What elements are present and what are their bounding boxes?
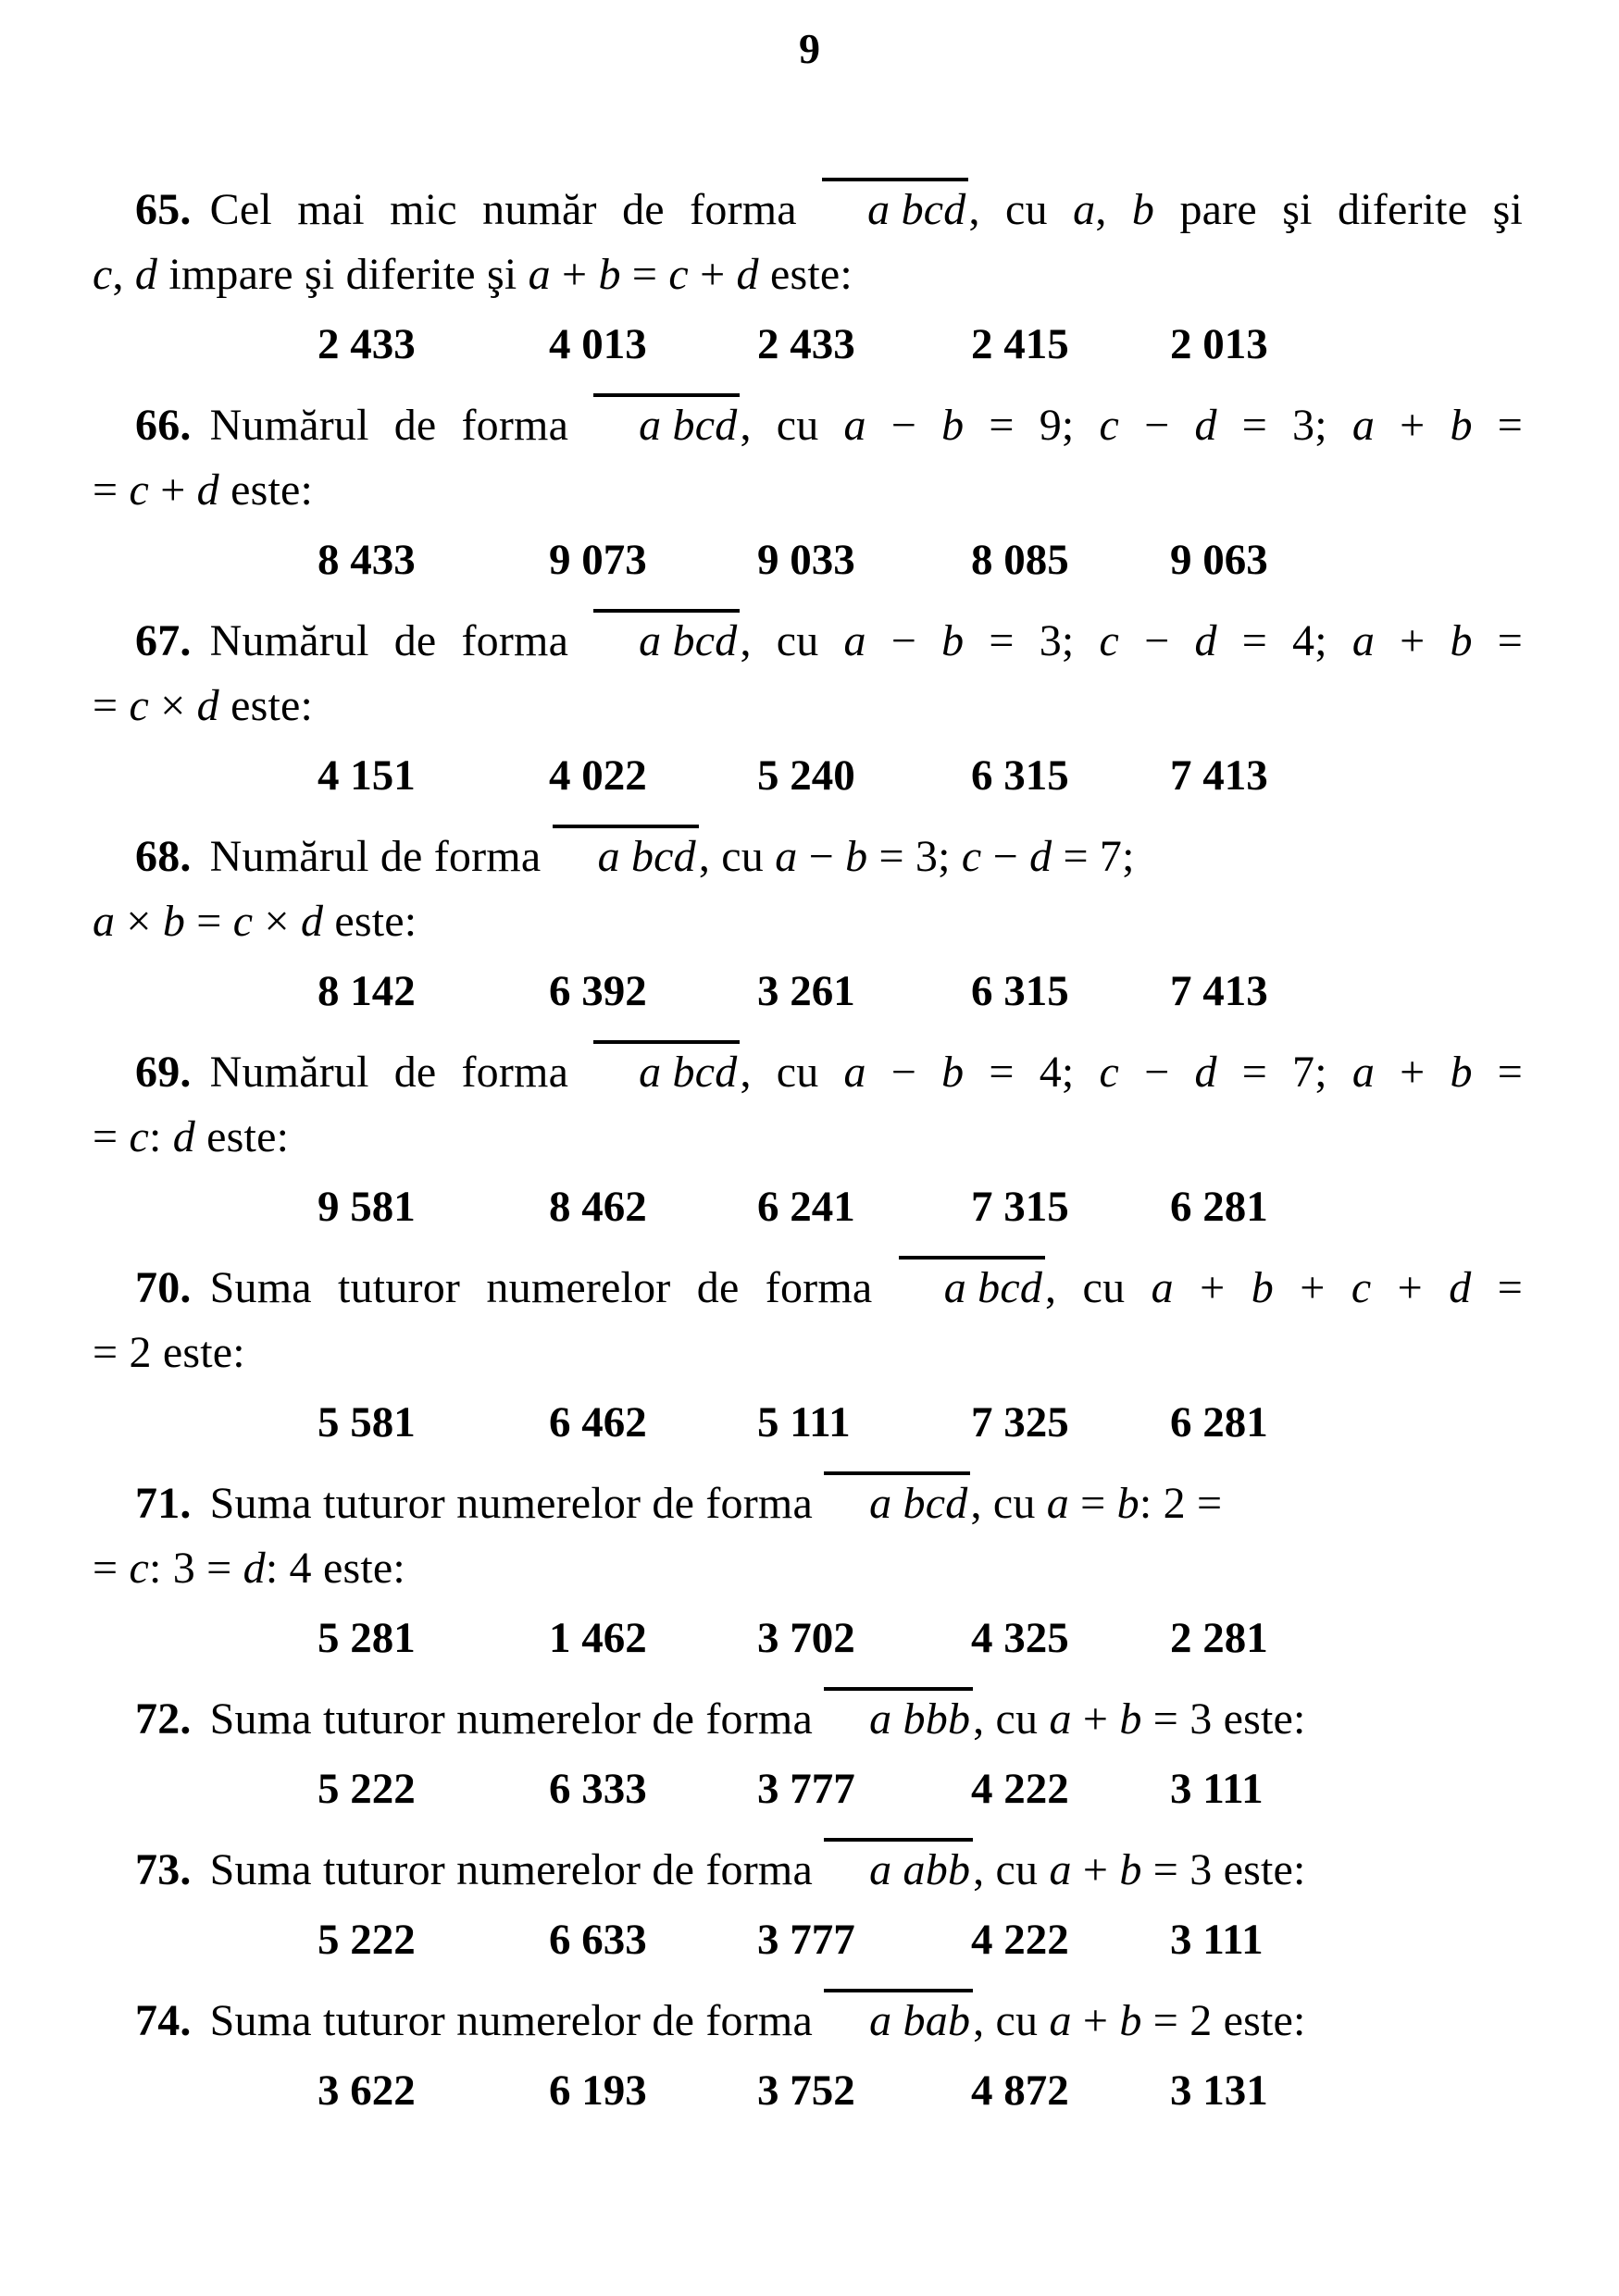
answer-option: 5 111 [757, 1398, 851, 1446]
problem-statement [93, 609, 1523, 738]
problem-statement-line [93, 825, 1523, 889]
answer-option: 9 581 [318, 1183, 416, 1231]
answer-option: 8 433 [318, 536, 416, 584]
problem-statement-line [93, 393, 1523, 458]
problem-number: 65. [135, 185, 192, 234]
problem-number: 73. [135, 1845, 192, 1894]
text-segment: + [1371, 1263, 1450, 1312]
problem-number: 66. [135, 401, 192, 450]
problem-number: 68. [135, 832, 192, 881]
answer-option: 7 325 [971, 1398, 1069, 1446]
answer-option: 4 022 [549, 751, 647, 800]
text-segment: b [845, 832, 868, 881]
text-segment: + [1375, 1048, 1451, 1097]
text-segment: c [93, 250, 113, 299]
text-segment: b [1450, 401, 1473, 450]
answer-option: 7 413 [1170, 751, 1268, 800]
overlined-number-form: a bab [824, 1989, 973, 2046]
answer-option: 3 777 [757, 1916, 855, 1964]
answer-option: 4 222 [971, 1916, 1069, 1964]
text-segment: = 7; [1216, 1048, 1352, 1097]
answer-option: 6 315 [971, 967, 1069, 1015]
text-segment: d [1194, 401, 1217, 450]
answer-option: 7 315 [971, 1183, 1069, 1231]
text-segment: = 9; [964, 401, 1100, 450]
text-segment: d [172, 1112, 195, 1161]
problem-number: 74. [135, 1996, 192, 2045]
text-segment: + [550, 250, 599, 299]
text-segment: + [688, 250, 737, 299]
answer-option: 6 241 [757, 1183, 855, 1231]
problem-66 [93, 393, 1523, 592]
text-segment: + [1071, 1845, 1120, 1894]
text-segment: = 4; [964, 1048, 1100, 1097]
text-segment: c [129, 681, 149, 730]
problem-number: 69. [135, 1048, 192, 1097]
text-segment: b [941, 1048, 965, 1097]
text-segment: este: [218, 465, 314, 515]
answer-row [93, 959, 1523, 1024]
overlined-number-form: a bcd [593, 1040, 740, 1098]
answer-row [93, 1606, 1523, 1670]
text-segment: b [1119, 1694, 1142, 1744]
answer-option: 3 777 [757, 1765, 855, 1813]
answer-option: 4 151 [318, 751, 416, 800]
text-segment: d [134, 250, 158, 299]
problem-statement-line [93, 242, 1523, 307]
text-segment: a [93, 897, 116, 946]
text-segment: = [1472, 1048, 1524, 1097]
answer-row [93, 1756, 1523, 1821]
text-segment: a [1049, 1996, 1072, 2045]
overlined-number-form: a bbb [824, 1687, 973, 1744]
problem-74 [93, 1989, 1523, 2123]
text-segment: Suma tuturor numerelor de forma [209, 1479, 825, 1528]
text-segment: Suma tuturor numerelor de forma [209, 1996, 825, 2045]
problem-number: 70. [135, 1263, 192, 1312]
problem-72 [93, 1687, 1523, 1821]
text-segment: d [1449, 1263, 1472, 1312]
answer-option: 6 193 [549, 2066, 647, 2115]
text-segment: este: [758, 250, 853, 299]
text-segment: Numărul de forma [209, 616, 594, 665]
answer-option: 6 633 [549, 1916, 647, 1964]
answer-option: 6 392 [549, 967, 647, 1015]
text-segment: = [620, 250, 669, 299]
problem-statement [93, 393, 1523, 523]
answer-option: 3 111 [1170, 1916, 1264, 1964]
problem-statement [93, 825, 1523, 954]
text-segment: b [941, 401, 965, 450]
answer-option: 6 315 [971, 751, 1069, 800]
text-segment: = [93, 681, 130, 730]
answer-option: 9 073 [549, 536, 647, 584]
text-segment: Cel mai mic număr de forma [209, 185, 823, 234]
text-segment: = [1472, 401, 1524, 450]
page-number: 9 [799, 25, 820, 72]
problems [93, 178, 1523, 2140]
text-segment: = 7; [1052, 832, 1135, 881]
text-segment: = [1472, 616, 1524, 665]
text-segment: + [149, 465, 197, 515]
text-segment: a [843, 1048, 866, 1097]
answer-row [93, 2058, 1523, 2123]
answer-option: 2 281 [1170, 1614, 1268, 1662]
problem-statement-line [93, 1838, 1523, 1903]
problem-statement [93, 1687, 1523, 1752]
text-segment: b [941, 616, 965, 665]
text-segment: : 4 este: [265, 1544, 405, 1593]
answer-option: 6 281 [1170, 1183, 1268, 1231]
problem-statement-line [93, 674, 1523, 738]
problem-statement [93, 1256, 1523, 1385]
answer-option: 8 462 [549, 1183, 647, 1231]
problem-statement [93, 178, 1523, 307]
text-segment: , cu [740, 401, 844, 450]
text-segment: este: [218, 681, 314, 730]
text-segment: = [93, 465, 130, 515]
answer-option: 3 111 [1170, 1765, 1264, 1813]
problem-statement-line [93, 1536, 1523, 1601]
text-segment: : 3 = [149, 1544, 243, 1593]
text-segment: d [1029, 832, 1052, 881]
text-segment: : 2 = [1139, 1479, 1223, 1528]
problem-statement [93, 1471, 1523, 1601]
answer-option: 5 240 [757, 751, 855, 800]
text-segment: Numărul de forma [209, 1048, 594, 1097]
answer-option: 4 013 [549, 320, 647, 368]
text-segment: a [528, 250, 551, 299]
text-segment: este: [194, 1112, 290, 1161]
text-segment: = 3 este: [1141, 1694, 1306, 1744]
text-segment: = [93, 1544, 130, 1593]
answer-option: 9 033 [757, 536, 855, 584]
problem-statement-line [93, 1256, 1523, 1321]
text-segment: , cu [973, 1694, 1050, 1744]
answer-option: 2 415 [971, 320, 1069, 368]
answer-option: 4 325 [971, 1614, 1069, 1662]
text-segment: a [1151, 1263, 1174, 1312]
text-segment: a [1049, 1845, 1072, 1894]
answer-row [93, 312, 1523, 377]
text-segment: Suma tuturor numerelor de forma [209, 1694, 825, 1744]
text-segment: , [1095, 185, 1132, 234]
text-segment: a [843, 401, 866, 450]
problem-68 [93, 825, 1523, 1024]
problem-69 [93, 1040, 1523, 1239]
overlined-number-form: a bcd [593, 609, 740, 666]
answer-option: 8 142 [318, 967, 416, 1015]
text-segment: c [129, 1112, 149, 1161]
text-segment: − [1119, 1048, 1195, 1097]
text-segment: d [1194, 1048, 1217, 1097]
answer-option: 3 261 [757, 967, 855, 1015]
text-segment: impare şi diferite şi [157, 250, 529, 299]
text-segment: b [1251, 1263, 1274, 1312]
text-segment: + [1173, 1263, 1252, 1312]
text-segment: = 3; [867, 832, 962, 881]
text-segment: b [1450, 616, 1473, 665]
text-segment: = 2 este: [93, 1328, 245, 1377]
text-segment: × [253, 897, 301, 946]
text-segment: c [1099, 401, 1120, 450]
text-segment: , cu [973, 1996, 1050, 2045]
text-segment: b [598, 250, 621, 299]
problem-73 [93, 1838, 1523, 1972]
text-segment: pare şi diferite şi [1154, 185, 1523, 234]
text-segment: , [112, 250, 135, 299]
text-segment: d [300, 897, 324, 946]
text-segment: b [1116, 1479, 1140, 1528]
text-segment: , cu [968, 185, 1074, 234]
answer-option: 3 752 [757, 2066, 855, 2115]
overlined-number-form: a bcd [899, 1256, 1045, 1313]
answer-option: 2 433 [757, 320, 855, 368]
text-segment: d [243, 1544, 266, 1593]
problem-number: 67. [135, 616, 192, 665]
text-segment: , cu [740, 1048, 844, 1097]
text-segment: − [1119, 401, 1195, 450]
text-segment: × [149, 681, 197, 730]
text-segment: c [232, 897, 254, 946]
problem-statement-line [93, 1105, 1523, 1170]
overlined-number-form: a bcd [593, 393, 740, 451]
answer-row [93, 1907, 1523, 1972]
text-segment: b [1119, 1845, 1142, 1894]
text-segment: − [981, 832, 1030, 881]
text-segment: , cu [698, 832, 776, 881]
text-segment: b [1119, 1996, 1142, 2045]
problem-statement-line [93, 1687, 1523, 1752]
text-segment: + [1071, 1996, 1120, 2045]
problem-statement-line [93, 458, 1523, 523]
text-segment: a [1046, 1479, 1069, 1528]
text-segment: − [866, 401, 942, 450]
answer-option: 6 333 [549, 1765, 647, 1813]
problem-statement-line [93, 1321, 1523, 1385]
text-segment: + [1375, 616, 1451, 665]
problem-statement-line [93, 889, 1523, 954]
text-segment: a [1351, 401, 1376, 450]
text-segment: Suma tuturor numerelor de forma [209, 1263, 899, 1312]
problem-number: 72. [135, 1694, 192, 1744]
text-segment: − [866, 616, 942, 665]
text-segment: d [736, 250, 759, 299]
answer-option: 6 281 [1170, 1398, 1268, 1446]
problem-statement [93, 1040, 1523, 1170]
overlined-number-form: a bcd [824, 1471, 970, 1529]
text-segment: = 2 este: [1141, 1996, 1306, 2045]
answer-option: 4 222 [971, 1765, 1069, 1813]
answer-row [93, 527, 1523, 592]
answer-option: 1 462 [549, 1614, 647, 1662]
text-segment: b [1450, 1048, 1473, 1097]
text-segment: c [1099, 1048, 1120, 1097]
text-segment: = 3; [964, 616, 1100, 665]
text-segment: b [162, 897, 186, 946]
text-segment: + [1375, 401, 1451, 450]
text-segment: , cu [1045, 1263, 1152, 1312]
text-segment: = [93, 1112, 130, 1161]
answer-option: 5 581 [318, 1398, 416, 1446]
text-segment: a [843, 616, 866, 665]
text-segment: − [797, 832, 846, 881]
answer-option: 3 622 [318, 2066, 416, 2115]
answer-option: 2 433 [318, 320, 416, 368]
text-segment: , cu [740, 616, 844, 665]
text-segment: × [115, 897, 163, 946]
answer-option: 8 085 [971, 536, 1069, 584]
text-segment: c [129, 465, 149, 515]
overlined-number-form: a bcd [822, 178, 968, 235]
text-segment: a [775, 832, 798, 881]
text-segment: Suma tuturor numerelor de forma [209, 1845, 825, 1894]
problem-statement [93, 1989, 1523, 2054]
problem-70 [93, 1256, 1523, 1455]
problem-number: 71. [135, 1479, 192, 1528]
text-segment: , cu [973, 1845, 1050, 1894]
answer-option: 7 413 [1170, 967, 1268, 1015]
text-segment: a [1073, 185, 1096, 234]
text-segment: = [185, 897, 233, 946]
text-segment: d [196, 465, 219, 515]
answer-option: 3 702 [757, 1614, 855, 1662]
text-segment: + [1071, 1694, 1120, 1744]
text-segment: = 4; [1216, 616, 1352, 665]
problem-statement-line [93, 1040, 1523, 1105]
text-segment: − [1119, 616, 1195, 665]
answer-row [93, 1390, 1523, 1455]
text-segment: Numărul de forma [209, 401, 594, 450]
overlined-number-form: a bcd [553, 825, 699, 882]
problem-statement [93, 1838, 1523, 1903]
text-segment: b [1131, 185, 1155, 234]
problem-67 [93, 609, 1523, 808]
text-segment: = 3; [1216, 401, 1352, 450]
problem-71 [93, 1471, 1523, 1670]
text-segment: d [196, 681, 219, 730]
text-segment: c [1351, 1263, 1372, 1312]
problem-statement-line [93, 1989, 1523, 2054]
text-segment: c [961, 832, 982, 881]
answer-option: 6 462 [549, 1398, 647, 1446]
answer-row [93, 743, 1523, 808]
overlined-number-form: a abb [824, 1838, 973, 1895]
text-segment: c [129, 1544, 149, 1593]
problem-65 [93, 178, 1523, 377]
text-segment: = [1471, 1263, 1524, 1312]
answer-option: 5 281 [318, 1614, 416, 1662]
text-segment: , cu [970, 1479, 1047, 1528]
answer-option: 2 013 [1170, 320, 1268, 368]
text-segment: = 3 este: [1141, 1845, 1306, 1894]
text-segment: a [1049, 1694, 1072, 1744]
answer-option: 9 063 [1170, 536, 1268, 584]
text-segment: a [1351, 616, 1376, 665]
answer-option: 5 222 [318, 1916, 416, 1964]
text-segment: : [149, 1112, 173, 1161]
text-segment: a [1351, 1048, 1376, 1097]
text-segment: c [668, 250, 689, 299]
answer-option: 5 222 [318, 1765, 416, 1813]
problem-statement-line [93, 609, 1523, 674]
text-segment: Numărul de forma [209, 832, 553, 881]
text-segment: d [1194, 616, 1217, 665]
answer-option: 3 131 [1170, 2066, 1268, 2115]
text-segment: − [866, 1048, 942, 1097]
text-segment: este: [323, 897, 417, 946]
text-segment: = [1068, 1479, 1117, 1528]
problem-statement-line [93, 1471, 1523, 1536]
answer-row [93, 1174, 1523, 1239]
text-segment: + [1273, 1263, 1351, 1312]
text-segment: c [1099, 616, 1120, 665]
answer-option: 4 872 [971, 2066, 1069, 2115]
problem-statement-line [93, 178, 1523, 242]
